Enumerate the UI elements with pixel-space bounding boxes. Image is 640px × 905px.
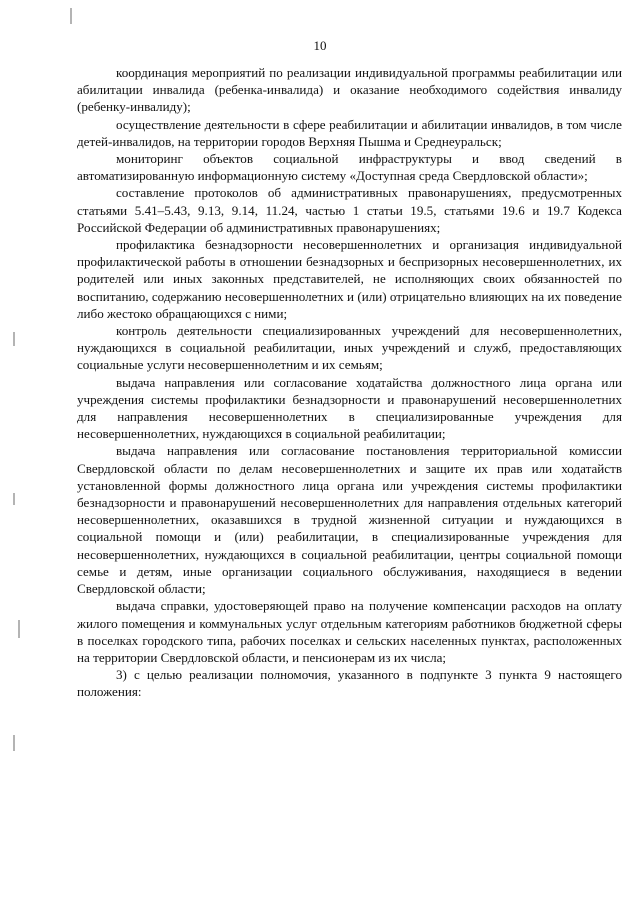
paragraph-6: контроль деятельности специализированных учреждений для несовершеннолетних, нуждающихся в социальной реабилитации, иных учреждений и служб, предоставляющих социальные услуги несовершеннолетним и их семьям;	[77, 323, 622, 373]
paragraph-5: профилактика безнадзорности несовершеннолетних и организация индивидуальной профилактической работы в отношении безнадзорных и беспризорных несовершеннолетних, их родителей или иных законных представителей, не исполняющих своих обязанностей по воспитанию, содержанию несовершеннолетних и (или) отрицательно влияющих на их поведение либо жестоко обращающихся с ними;	[77, 237, 622, 321]
page-number: 10	[313, 38, 327, 53]
paragraph-7: выдача направления или согласование ходатайства должностного лица органа или учреждения системы профилактики безнадзорности и правонарушений несовершеннолетних для направления несовершеннолетних в специализированные учреждения для несовершеннолетних, нуждающихся в социальной реабилитации;	[77, 374, 622, 442]
paragraph-2: осуществление деятельности в сфере реабилитации и абилитации инвалидов, в том числе детей-инвалидов, на территории городов Верхняя Пышма и Среднеуральск;	[77, 116, 622, 149]
scan-mark-2	[13, 332, 15, 346]
paragraph-9: выдача справки, удостоверяющей право на получение компенсации расходов на оплату жилого помещения и коммунальных услуг отдельным категориям работников бюджетной сферы в поселках городского типа, рабочих поселках и сельских населенных пунктах, расположенных на территории Свердловской области, и пенсионерам из их числа;	[77, 598, 622, 665]
scan-mark-3	[13, 493, 15, 505]
paragraph-1: координация мероприятий по реализации индивидуальной программы реабилитации или абилитации инвалида (ребенка-инвалида) и оказание необходимого содействия инвалиду (ребенку-инвалиду);	[77, 65, 622, 115]
paragraph-4: составление протоколов об административных правонарушениях, предусмотренных статьями 5.41–5.43, 9.13, 9.14, 11.24, частью 1 статьи 19.5, статьями 19.6 и 19.7 Кодекса Российской Федерации об административных правонарушениях;	[77, 185, 622, 235]
scan-mark-5	[13, 735, 15, 751]
paragraph-8: выдача направления или согласование постановления территориальной комиссии Свердловской области по делам несовершеннолетних и защите их прав или ходатайств установленной формы должностного лица органа или учреждения системы профилактики безнадзорности и правонарушений несовершеннолетних для направления отдельных категорий несовершеннолетних, оказавшихся в трудной жизненной ситуации и нуждающихся в социальной помощи и (или) реабилитации, в специализированные учреждения для несовершеннолетних, нуждающихся в социальной реабилитации, центры социальной помощи семье и детям, иные организации социального обслуживания, находящиеся в ведении Свердловской области;	[77, 443, 622, 597]
scan-mark-4	[18, 620, 20, 638]
document-body	[77, 64, 622, 701]
paragraph-3: мониторинг объектов социальной инфраструктуры и ввод сведений в автоматизированную информационную систему «Доступная среда Свердловской области»;	[77, 151, 622, 184]
scan-mark-1	[70, 8, 72, 24]
paragraph-10: 3) с целью реализации полномочия, указанного в подпункте 3 пункта 9 настоящего положения:	[77, 667, 622, 700]
